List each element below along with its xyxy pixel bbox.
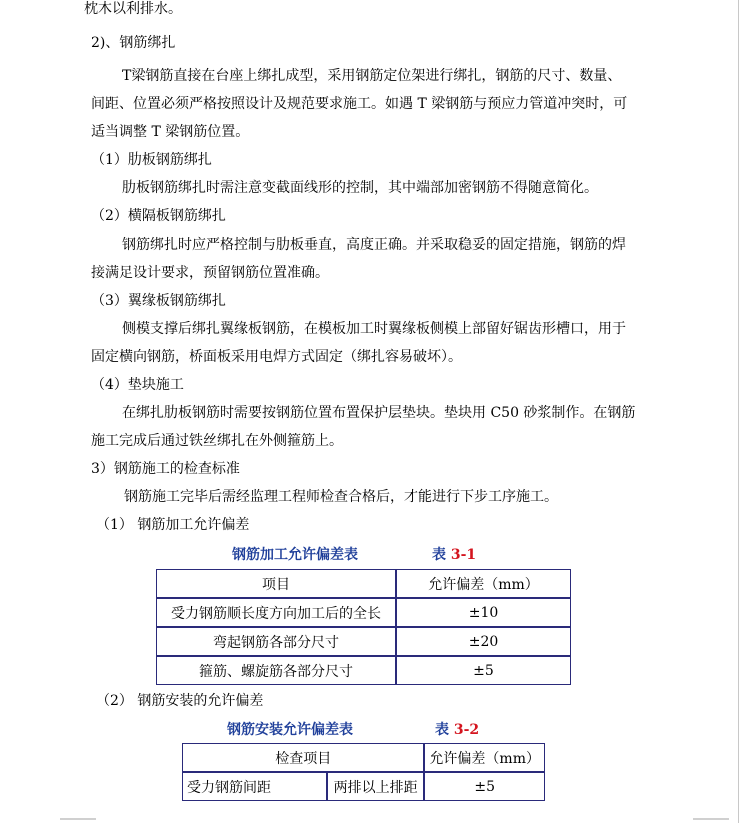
paragraph-line: 侧模支撑后绑扎翼缘板钢筋，在模板加工时翼缘板侧模上部留好锯齿形槽口，用于 [122, 321, 626, 337]
table-cell: 受力钢筋间距 [182, 772, 327, 801]
paragraph-line: 间距、位置必须严格按照设计及规范要求施工。如遇 T 梁钢筋与预应力管道冲突时，可 [91, 96, 628, 112]
table-header-row [182, 743, 545, 772]
paragraph-line: 施工完成后通过铁丝绑扎在外侧箍筋上。 [91, 433, 343, 449]
table-row [156, 656, 571, 685]
table-row [156, 598, 571, 627]
paragraph-line: 肋板钢筋绑扎时需注意变截面线形的控制，其中端部加密钢筋不得随意简化。 [122, 180, 598, 196]
page-corner-mark-right [693, 818, 729, 820]
table2-label: 表 [435, 722, 449, 738]
table2-caption [227, 719, 353, 739]
table1-number-label [432, 544, 476, 564]
table-header-cell: 项目 [156, 569, 396, 598]
table-header-cell: 允许偏差（mm） [424, 743, 545, 772]
table-row [156, 627, 571, 656]
table-cell: ±5 [396, 656, 571, 685]
page-corner-mark-left [60, 818, 96, 820]
table2 [182, 743, 545, 801]
table1-title: 钢筋加工允许偏差表 [232, 547, 358, 563]
paragraph-line: 钢筋施工完毕后需经监理工程师检查合格后，才能进行下步工序施工。 [124, 489, 558, 505]
table1-caption [232, 544, 358, 564]
table-header-cell: 允许偏差（mm） [396, 569, 571, 598]
subsection-heading: （4）垫块施工 [91, 377, 184, 393]
paragraph-line: 枕木以利排水。 [84, 1, 182, 17]
subsection-heading: （2） 钢筋安装的允许偏差 [96, 693, 264, 709]
section-heading: 2)、钢筋绑扎 [91, 35, 176, 51]
table-cell: ±20 [396, 627, 571, 656]
table-row [182, 772, 545, 801]
paragraph-line: 接满足设计要求，预留钢筋位置准确。 [91, 265, 329, 281]
table-header-cell: 检查项目 [182, 743, 424, 772]
paragraph-line: 在绑扎肋板钢筋时需要按钢筋位置布置保护层垫块。垫块用 C50 砂浆制作。在钢筋 [122, 405, 636, 421]
paragraph-line: 固定横向钢筋，桥面板采用电焊方式固定（绑扎容易破坏）。 [91, 349, 462, 365]
table1-number: 3-1 [450, 547, 477, 563]
table1-label: 表 [432, 547, 446, 563]
table1 [156, 569, 571, 685]
table-cell: ±10 [396, 598, 571, 627]
table-cell: 箍筋、螺旋筋各部分尺寸 [156, 656, 396, 685]
paragraph-line: 钢筋绑扎时应严格控制与肋板垂直，高度正确。并采取稳妥的固定措施，钢筋的焊 [122, 237, 626, 253]
table-cell: 弯起钢筋各部分尺寸 [156, 627, 396, 656]
subsection-heading: （1） 钢筋加工允许偏差 [96, 517, 250, 533]
table-header-row [156, 569, 571, 598]
subsection-heading: （1）肋板钢筋绑扎 [91, 152, 212, 168]
table2-number: 3-2 [453, 722, 480, 738]
subsection-heading: （2）横隔板钢筋绑扎 [91, 208, 226, 224]
table2-title: 钢筋安装允许偏差表 [227, 722, 353, 738]
subsection-heading: （3）翼缘板钢筋绑扎 [91, 293, 226, 309]
page-edge-rule [738, 0, 739, 823]
paragraph-line: 适当调整 T 梁钢筋位置。 [91, 124, 250, 140]
table-cell: ±5 [424, 772, 545, 801]
table-cell: 两排以上排距 [327, 772, 425, 801]
section-heading: 3）钢筋施工的检查标准 [91, 461, 240, 477]
table2-number-label [435, 719, 479, 739]
table-cell: 受力钢筋顺长度方向加工后的全长 [156, 598, 396, 627]
paragraph-line: T梁钢筋直接在台座上绑扎成型，采用钢筋定位架进行绑扎，钢筋的尺寸、数量、 [122, 68, 622, 84]
